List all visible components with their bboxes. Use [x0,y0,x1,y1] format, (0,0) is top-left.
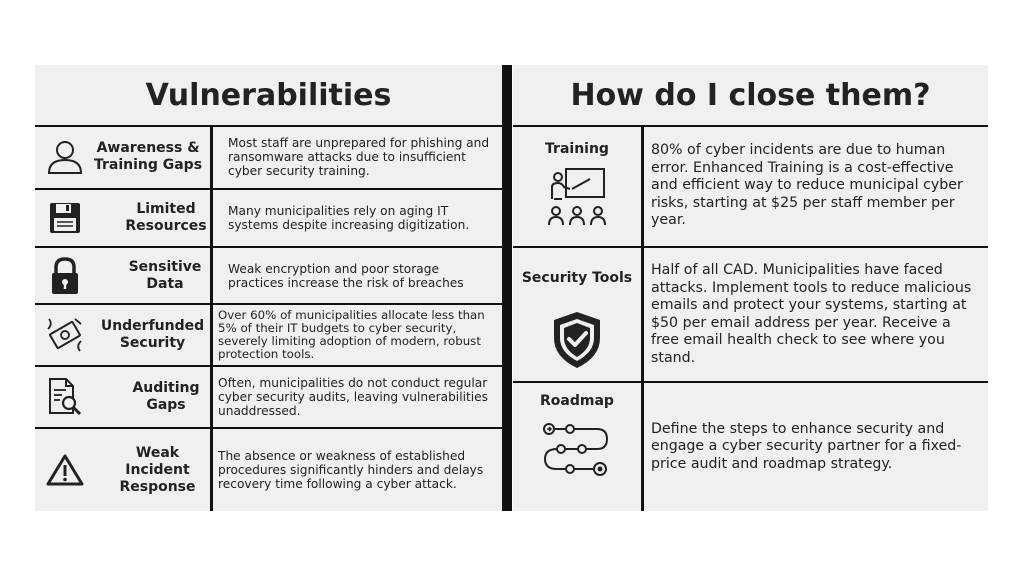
solution-label: Training [545,141,609,157]
panel-divider [502,65,512,511]
vulnerability-description: Weak encryption and poor storage practices increase the risk of breaches [228,261,464,290]
vulnerability-row [35,190,502,246]
solution-label: Roadmap [540,393,614,409]
solution-description: Define the steps to enhance security and engage a cyber security partner for a fixed-price audit and roadmap strategy. [651,420,962,472]
training-presentation-icon [513,167,641,229]
solution-row [513,248,988,381]
solution-description: 80% of cyber incidents are due to human error. Enhanced Training is a cost-effective and efficient way to reduce municipal cyber risks, starting at $25 per staff member per year. [651,142,963,229]
padlock-icon [35,248,95,303]
solution-row [513,126,988,246]
user-icon [35,126,95,188]
solutions-panel [513,65,988,511]
solution-label: Security Tools [521,270,633,286]
flying-money-icon [35,305,95,365]
shield-check-icon [513,310,641,370]
vulnerability-label: Weak Incident Response [119,444,196,495]
vulnerability-description: Over 60% of municipalities allocate less than 5% of their IT budgets to cyber security, severely limiting adoption of modern, robust protection tools. [218,307,485,362]
vulnerability-label: Limited Resources [125,201,207,234]
vulnerability-description: Often, municipalities do not conduct regular cyber security audits, leaving vulnerabilities unaddressed. [218,376,488,418]
vulnerability-label: Awareness & Training Gaps [93,140,203,173]
solutions-title: How do I close them? [570,77,931,113]
solution-row [513,383,988,511]
warning-triangle-icon [35,429,95,511]
vulnerability-label: Underfunded Security [100,318,205,351]
vulnerability-row [35,248,502,303]
vulnerability-description: The absence or weakness of established procedures significantly hinders and delays recovery time following a cyber attack. [218,449,484,491]
floppy-disk-icon [35,190,95,246]
vulnerability-row [35,305,502,365]
vulnerability-row [35,429,502,511]
document-search-icon [35,367,95,427]
vulnerability-row [35,367,502,427]
solution-description: Half of all CAD. Municipalities have faced attacks. Implement tools to reduce malicious emails and protect your systems, starting at $50 per email address per year. Receive a free email health check to see where you stand. [651,262,972,366]
vulnerabilities-panel [35,65,502,511]
vulnerabilities-title: Vulnerabilities [145,77,392,113]
vulnerability-description: Most staff are unprepared for phishing and ransomware attacks due to insufficient cyber security training. [228,136,490,178]
vulnerability-label: Sensitive Data [128,258,202,292]
vulnerability-label: Auditing Gaps [132,380,200,413]
vulnerability-description: Many municipalities rely on aging IT systems despite increasing digitization. [228,204,470,232]
vulnerability-row [35,126,502,188]
roadmap-path-icon [513,421,641,487]
